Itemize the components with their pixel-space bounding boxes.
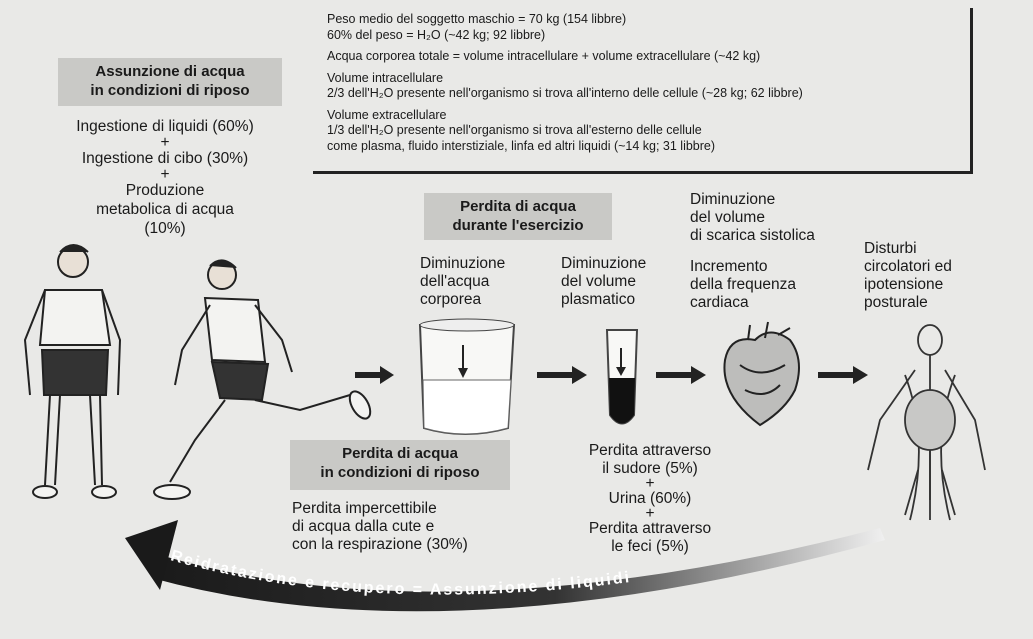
route-line: Perdita attraverso	[588, 442, 712, 459]
info-line: Peso medio del soggetto maschio = 70 kg (154 libbre)	[327, 12, 627, 26]
info-line: come plasma, fluido interstiziale, linfa ed altri liquidi (~14 kg; 31 libbre)	[327, 138, 716, 153]
step-line: dell'acqua	[420, 273, 490, 290]
info-line: 60% del peso = H₂O (~42 kg; 92 libbre)	[327, 27, 546, 42]
rest-loss-line: Perdita impercettibile	[292, 500, 437, 517]
intake-item: Ingestione di cibo (30%)	[81, 150, 249, 167]
step-line: circolatori ed	[864, 258, 952, 275]
circulatory-system-icon	[868, 325, 985, 520]
info-line: Volume intracellulare	[327, 70, 444, 85]
info-line: 1/3 dell'H₂O presente nell'organismo si trova all'esterno delle cellule	[327, 123, 702, 137]
info-line: Acqua corporea totale = volume intracellulare + volume extracellulare (~42 kg)	[327, 49, 761, 63]
rest-loss-line: con la respirazione (30%)	[292, 536, 468, 553]
test-tube-icon	[607, 330, 637, 424]
step-line: corporea	[420, 291, 482, 308]
rest-loss-description	[292, 500, 532, 554]
rest-loss-title-box	[290, 440, 510, 490]
step-line: Disturbi	[864, 240, 917, 257]
intake-item: Ingestione di liquidi (60%)	[76, 118, 254, 135]
exercise-loss-routes	[560, 442, 740, 556]
route-line: Perdita attraverso	[588, 520, 712, 537]
rest-loss-title: Perdita di acqua	[342, 445, 458, 462]
intake-item: metabolica di acqua	[96, 201, 234, 218]
route-line: il sudore (5%)	[602, 460, 698, 477]
step-line: Diminuzione	[561, 255, 647, 272]
intake-title: in condizioni di riposo	[90, 82, 250, 99]
info-line: 2/3 dell'H₂O presente nell'organismo si trova all'interno delle cellule (~28 kg; 62 libbre)	[327, 86, 803, 100]
plus-sign: +	[160, 134, 170, 151]
heart-icon	[724, 322, 799, 425]
route-line: Urina (60%)	[608, 490, 692, 507]
info-line: Volume extracellulare	[327, 107, 447, 122]
step-line: Incremento	[690, 258, 768, 275]
exercise-loss-title: durante l'esercizio	[452, 217, 584, 234]
exercise-loss-title: Perdita di acqua	[460, 198, 576, 215]
step-line: della frequenza	[690, 276, 796, 293]
rehydration-text: Reidratazione e recupero = Assunzione di liquidi	[168, 547, 633, 599]
step-line: ipotensione	[864, 276, 944, 293]
step-line: Diminuzione	[690, 191, 776, 208]
rest-loss-line: di acqua dalla cute e	[292, 518, 435, 535]
standing-man-icon	[25, 245, 120, 498]
route-line: le feci (5%)	[611, 538, 689, 555]
plus-sign: +	[645, 475, 655, 492]
step-line: posturale	[864, 294, 928, 311]
intake-item: Produzione	[125, 182, 205, 199]
plus-sign: +	[645, 505, 655, 522]
step-line: del volume	[561, 273, 636, 290]
step-line: cardiaca	[690, 294, 749, 311]
plus-sign: +	[160, 166, 170, 183]
step-line: di scarica sistolica	[690, 227, 815, 244]
step-line: Diminuzione	[420, 255, 506, 272]
rest-loss-title: in condizioni di riposo	[320, 464, 480, 481]
intake-item: (10%)	[144, 220, 186, 237]
beaker-icon	[420, 319, 514, 434]
step-line: del volume	[690, 209, 765, 226]
step-line: plasmatico	[561, 291, 636, 308]
intake-title: Assunzione di acqua	[95, 63, 245, 80]
